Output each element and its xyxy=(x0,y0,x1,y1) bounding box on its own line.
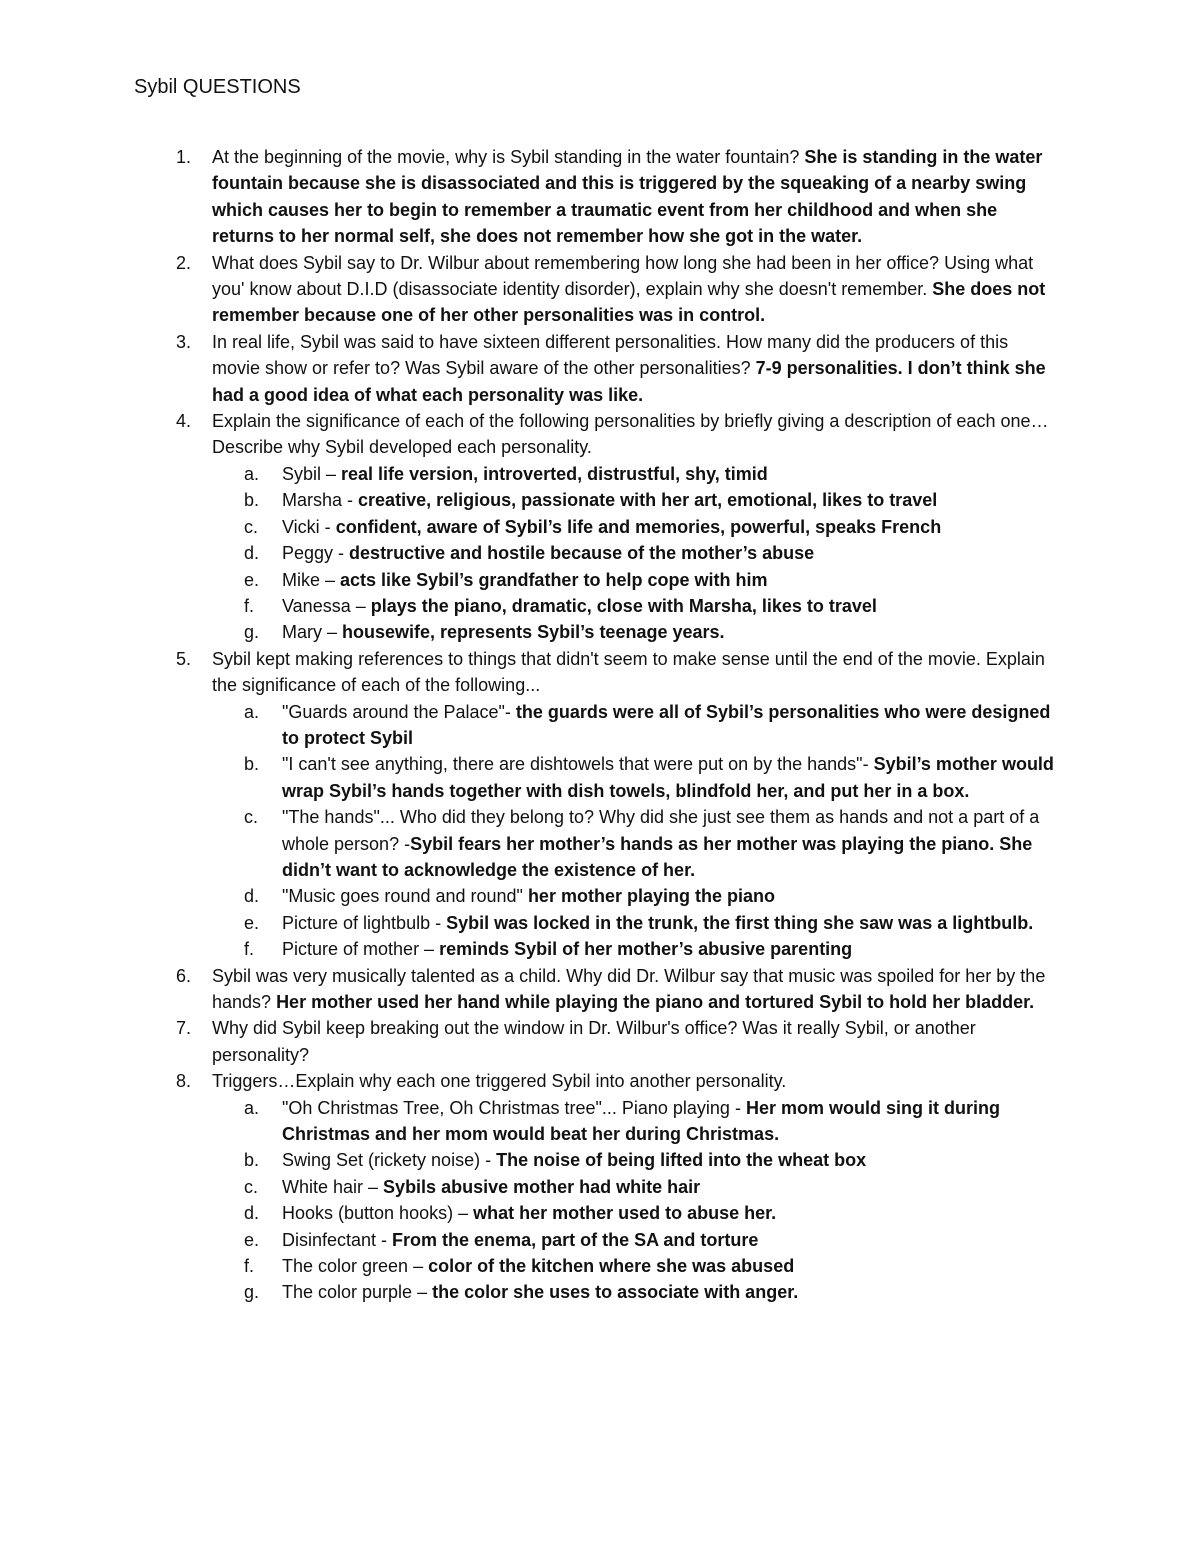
question-1 xyxy=(134,144,1060,250)
sub-question: "Music goes round and round" xyxy=(282,886,528,907)
sub-question: Marsha - xyxy=(282,490,359,511)
sub-question: "I can't see anything, there are dishtowels that were put on by the hands"- xyxy=(282,754,874,775)
sub-answer: what her mother used to abuse her. xyxy=(473,1203,777,1224)
sub-item xyxy=(212,804,1060,883)
answer-text: 7-9 personalities. I don’t think she had a good idea of what each personality was like. xyxy=(212,358,1046,405)
sub-answer: confident, aware of Sybil’s life and memories, powerful, speaks French xyxy=(335,516,942,537)
sub-answer: the color she uses to associate with anger. xyxy=(432,1282,799,1303)
sub-letter: c. xyxy=(244,807,259,828)
question-number: 5. xyxy=(176,648,192,669)
sub-letter: d. xyxy=(244,886,260,907)
sub-letter: d. xyxy=(244,1203,260,1224)
sub-item xyxy=(212,619,1060,645)
sub-letter: a. xyxy=(244,1097,260,1118)
question-text: In real life, Sybil was said to have sixteen different personalities. How many did the producers of this movie show or refer to? Was Sybil aware of the other personalities? xyxy=(212,331,1009,379)
question-text: Explain the significance of each of the following personalities by briefly giving a description of each one… xyxy=(212,411,1049,432)
sub-letter: d. xyxy=(244,543,260,564)
question-text-line2: Describe why Sybil developed each personality. xyxy=(212,437,592,458)
sub-item xyxy=(212,1253,1060,1279)
sub-item xyxy=(212,1095,1060,1148)
sub-letter: e. xyxy=(244,569,260,590)
sub-question: The color purple – xyxy=(282,1282,433,1303)
sub-letter: g. xyxy=(244,622,260,643)
sub-item xyxy=(212,883,1060,909)
sub-item xyxy=(212,751,1060,804)
reference-list xyxy=(212,699,1060,963)
sub-answer: plays the piano, dramatic, close with Marsha, likes to travel xyxy=(370,595,877,616)
question-8 xyxy=(134,1068,1060,1306)
answer-text: She does not remember because one of her other personalities was in control. xyxy=(212,279,1046,326)
question-text: Sybil kept making references to things that didn't seem to make sense until the end of the movie. Explain the significance of each of the following... xyxy=(212,648,1045,696)
sub-answer: her mother playing the piano xyxy=(527,886,775,907)
sub-question: "Guards around the Palace"- xyxy=(282,701,516,722)
sub-answer: Sybil’s mother would wrap Sybil’s hands together with dish towels, blindfold her, and put her in a box. xyxy=(282,754,1054,801)
sub-question: Mary – xyxy=(282,622,343,643)
sub-letter: f. xyxy=(244,939,255,960)
sub-letter: a. xyxy=(244,463,260,484)
sub-letter: f. xyxy=(244,1256,255,1277)
sub-item xyxy=(212,514,1060,540)
sub-answer: Sybils abusive mother had white hair xyxy=(383,1176,701,1197)
question-number: 1. xyxy=(176,147,192,167)
sub-item xyxy=(212,461,1060,487)
question-number: 7. xyxy=(176,1018,192,1039)
sub-item xyxy=(212,1200,1060,1226)
sub-question: "Oh Christmas Tree, Oh Christmas tree"... Piano playing - xyxy=(282,1097,746,1118)
sub-question: "The hands"... Who did they belong to? Why did she just see them as hands and not a part of a whole person? - xyxy=(282,807,1040,854)
question-number: 4. xyxy=(176,411,192,432)
question-4 xyxy=(134,408,1060,646)
sub-question: Picture of lightbulb - xyxy=(282,912,447,933)
sub-letter: a. xyxy=(244,701,260,722)
sub-answer: The noise of being lifted into the wheat box xyxy=(496,1150,867,1171)
sub-answer: destructive and hostile because of the mother’s abuse xyxy=(349,543,815,564)
question-text: Triggers…Explain why each one triggered Sybil into another personality. xyxy=(212,1071,787,1092)
sub-answer: Sybil fears her mother’s hands as her mother was playing the piano. She didn’t want to acknowledge the existence of her. xyxy=(282,833,1033,880)
sub-letter: b. xyxy=(244,754,260,775)
sub-item xyxy=(212,593,1060,619)
sub-letter: b. xyxy=(244,1150,260,1171)
sub-letter: e. xyxy=(244,1229,260,1250)
sub-letter: c. xyxy=(244,1176,259,1197)
sub-question: Hooks (button hooks) – xyxy=(282,1203,474,1224)
sub-letter: b. xyxy=(244,490,260,511)
question-number: 6. xyxy=(176,965,192,986)
sub-question: Peggy - xyxy=(282,543,350,564)
sub-answer: real life version, introverted, distrustful, shy, timid xyxy=(341,463,768,484)
question-6 xyxy=(134,963,1060,1016)
sub-question: The color green – xyxy=(282,1256,429,1277)
question-number: 3. xyxy=(176,331,192,352)
sub-question: Vicki - xyxy=(282,516,336,537)
sub-answer: housewife, represents Sybil’s teenage years. xyxy=(342,622,725,643)
question-2 xyxy=(134,250,1060,329)
sub-answer: reminds Sybil of her mother’s abusive parenting xyxy=(439,939,853,960)
sub-item xyxy=(212,1147,1060,1173)
sub-letter: g. xyxy=(244,1282,260,1303)
sub-question: Vanessa – xyxy=(282,595,371,616)
sub-answer: the guards were all of Sybil’s personalities who were designed to protect Sybil xyxy=(282,701,1051,748)
sub-question: Picture of mother – xyxy=(282,939,440,960)
sub-item xyxy=(212,567,1060,593)
sub-item xyxy=(212,910,1060,936)
sub-question: Disinfectant - xyxy=(282,1229,393,1250)
sub-question: Swing Set (rickety noise) - xyxy=(282,1150,497,1171)
trigger-list xyxy=(212,1095,1060,1306)
sub-item xyxy=(212,936,1060,962)
sub-answer: Sybil was locked in the trunk, the first thing she saw was a lightbulb. xyxy=(446,912,1034,933)
sub-question: Sybil – xyxy=(282,463,342,484)
sub-answer: acts like Sybil’s grandfather to help cope with him xyxy=(340,569,768,590)
question-number: 8. xyxy=(176,1071,192,1092)
sub-answer: Her mom would sing it during Christmas and her mom would beat her during Christmas. xyxy=(282,1097,1000,1145)
personality-list xyxy=(212,461,1060,646)
question-number: 2. xyxy=(176,252,192,273)
sub-answer: color of the kitchen where she was abused xyxy=(428,1256,795,1277)
sub-item xyxy=(212,1227,1060,1253)
sub-item xyxy=(212,699,1060,752)
sub-item xyxy=(212,540,1060,566)
answer-text: She is standing in the water fountain because she is disassociated and this is triggered by the squeaking of a nearby swing which causes her to begin to remember a traumatic event from her childhood and when she returns to her normal self, she does not remember how she got in the water. xyxy=(212,147,1043,247)
sub-question: White hair – xyxy=(282,1176,384,1197)
sub-letter: f. xyxy=(244,595,255,616)
sub-question: Mike – xyxy=(282,569,341,590)
question-3 xyxy=(134,329,1060,408)
page-title: Sybil QUESTIONS xyxy=(134,76,301,98)
answer-text: Her mother used her hand while playing the piano and tortured Sybil to hold her bladder. xyxy=(276,992,1035,1012)
sub-letter: e. xyxy=(244,912,260,933)
question-7 xyxy=(134,1015,1060,1068)
question-text: What does Sybil say to Dr. Wilbur about remembering how long she had been in her office? Using what you' know about D.I.D (disassociate identity disorder), explain why she doesn't remember. xyxy=(212,252,1034,300)
sub-answer: creative, religious, passionate with her art, emotional, likes to travel xyxy=(358,490,938,511)
question-text: Why did Sybil keep breaking out the window in Dr. Wilbur's office? Was it really Sybil, or another personality? xyxy=(212,1018,976,1065)
sub-item xyxy=(212,1174,1060,1200)
question-text: At the beginning of the movie, why is Sybil standing in the water fountain? xyxy=(212,147,805,167)
sub-letter: c. xyxy=(244,516,259,537)
question-5 xyxy=(134,646,1060,963)
question-text: Sybil was very musically talented as a child. Why did Dr. Wilbur say that music was spoiled for her by the hands? xyxy=(212,965,1046,1012)
sub-item xyxy=(212,1279,1060,1305)
sub-answer: From the enema, part of the SA and torture xyxy=(392,1229,759,1250)
question-list xyxy=(134,144,1060,1306)
sub-item xyxy=(212,487,1060,513)
